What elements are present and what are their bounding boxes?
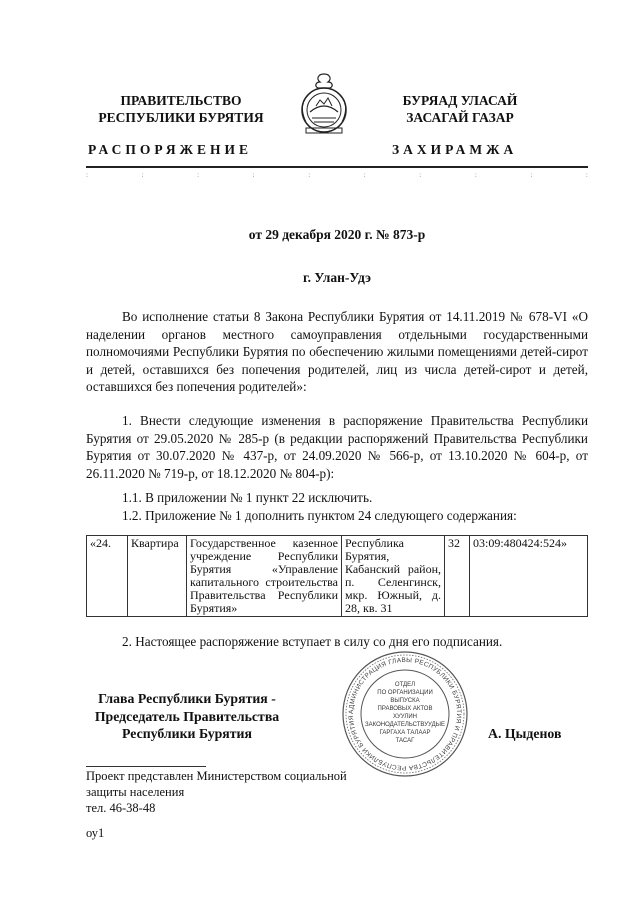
stamp-line5: ХУУЛИН bbox=[392, 714, 418, 720]
footer-line2: защиты населения bbox=[86, 785, 185, 799]
stamp-line1: ОТДЕЛ bbox=[394, 682, 416, 688]
stamp-line3: ВЫПУСКА bbox=[390, 698, 420, 704]
item-1-1: 1.1. В приложении № 1 пункт 22 исключить. bbox=[122, 490, 373, 505]
header-right bbox=[380, 92, 540, 126]
cell-holder: Государственное казенное учреждение Республики Бурятия «Управление капитального строительства Правительства Республики Бурятия» bbox=[187, 536, 342, 617]
gov-name-line2: РЕСПУБЛИКИ БУРЯТИЯ bbox=[98, 110, 264, 125]
gov-name-bur-line2: ЗАСАГАЙ ГАЗАР bbox=[406, 110, 514, 125]
dotted-line: : : : : : : : : : : bbox=[86, 171, 588, 179]
header-divider bbox=[86, 166, 588, 168]
cell-address: Республика Бурятия, Кабанский район, п. Селенгинск, мкр. Южный, д. 28, кв. 31 bbox=[342, 536, 445, 617]
signatory-line2: Председатель Правительства bbox=[94, 708, 280, 724]
stamp-line4: ПРАВОВЫХ АКТОВ bbox=[377, 706, 433, 712]
signatory-title bbox=[82, 690, 292, 743]
table-row bbox=[87, 536, 588, 617]
item-1: 1. Внести следующие изменения в распоряжение Правительства Республики Бурятия от 29.05.2020 № 285-р (в редакции распоряжений Правительства Республики Бурятия от 30.07.2020 № 437-р, от 24.09.2020 № 566-р, от 13.10.2020 № 604-р, от 26.11.2020 № 719-р, от 18.12.2020 № 804-р): bbox=[86, 413, 588, 481]
signatory-name: А. Цыденов bbox=[488, 726, 562, 741]
signatory-line3: Республики Бурятия bbox=[122, 726, 252, 741]
footer-divider bbox=[86, 766, 206, 767]
item-2: 2. Настоящее распоряжение вступает в силу со дня его подписания. bbox=[122, 634, 503, 649]
property-table bbox=[86, 535, 588, 617]
stamp-line6: ЗАКОНОДАТЕЛЬСТВУУДЫЕ bbox=[365, 722, 445, 728]
header-left bbox=[86, 92, 276, 126]
cell-num: «24. bbox=[87, 536, 128, 617]
doc-type-right: ЗАХИРАМЖА bbox=[392, 142, 518, 157]
gov-name-line1: ПРАВИТЕЛЬСТВО bbox=[120, 93, 242, 108]
coat-of-arms-icon bbox=[296, 70, 352, 138]
cell-type: Квартира bbox=[128, 536, 187, 617]
cell-area: 32 bbox=[445, 536, 470, 617]
cell-cadastral: 03:09:480424:524» bbox=[470, 536, 588, 617]
date-and-number: от 29 декабря 2020 г. № 873-р bbox=[248, 227, 426, 242]
preamble: Во исполнение статьи 8 Закона Республики Бурятия от 14.11.2019 № 678-VI «О наделении органов местного самоуправления отдельными государственными полномочиями Республики Бурятия по обеспечению жилыми помещениями детей-сирот и детей, оставшихся без попечения родителей, лиц из числа детей-сирот и детей, оставшихся без попечения родителей»: bbox=[86, 309, 588, 395]
doc-type-left: РАСПОРЯЖЕНИЕ bbox=[88, 142, 253, 157]
footer-code: оу1 bbox=[86, 826, 105, 840]
signatory-line1: Глава Республики Бурятия - bbox=[98, 691, 276, 706]
city: г. Улан-Удэ bbox=[303, 270, 371, 285]
official-stamp bbox=[340, 650, 470, 778]
footer-note bbox=[86, 768, 386, 816]
stamp-line8: ТАСАГ bbox=[395, 738, 415, 744]
item-1-2: 1.2. Приложение № 1 дополнить пунктом 24 следующего содержания: bbox=[122, 508, 517, 523]
gov-name-bur-line1: БУРЯАД УЛАСАЙ bbox=[402, 93, 518, 108]
footer-phone: тел. 46-38-48 bbox=[86, 801, 156, 815]
stamp-ring-text: АДМИНИСТРАЦИЯ ГЛАВЫ РЕСПУБЛИКИ БУРЯТИЯ И ПРАВИТЕЛЬСТВА РЕСПУБЛИКИ БУРЯТИЯ bbox=[347, 656, 463, 772]
stamp-line2: ПО ОРГАНИЗАЦИИ bbox=[377, 690, 433, 696]
footer-line1: Проект представлен Министерством социальной bbox=[86, 769, 347, 783]
stamp-line7: ГАРГАХА ТАЛААР bbox=[379, 730, 431, 736]
